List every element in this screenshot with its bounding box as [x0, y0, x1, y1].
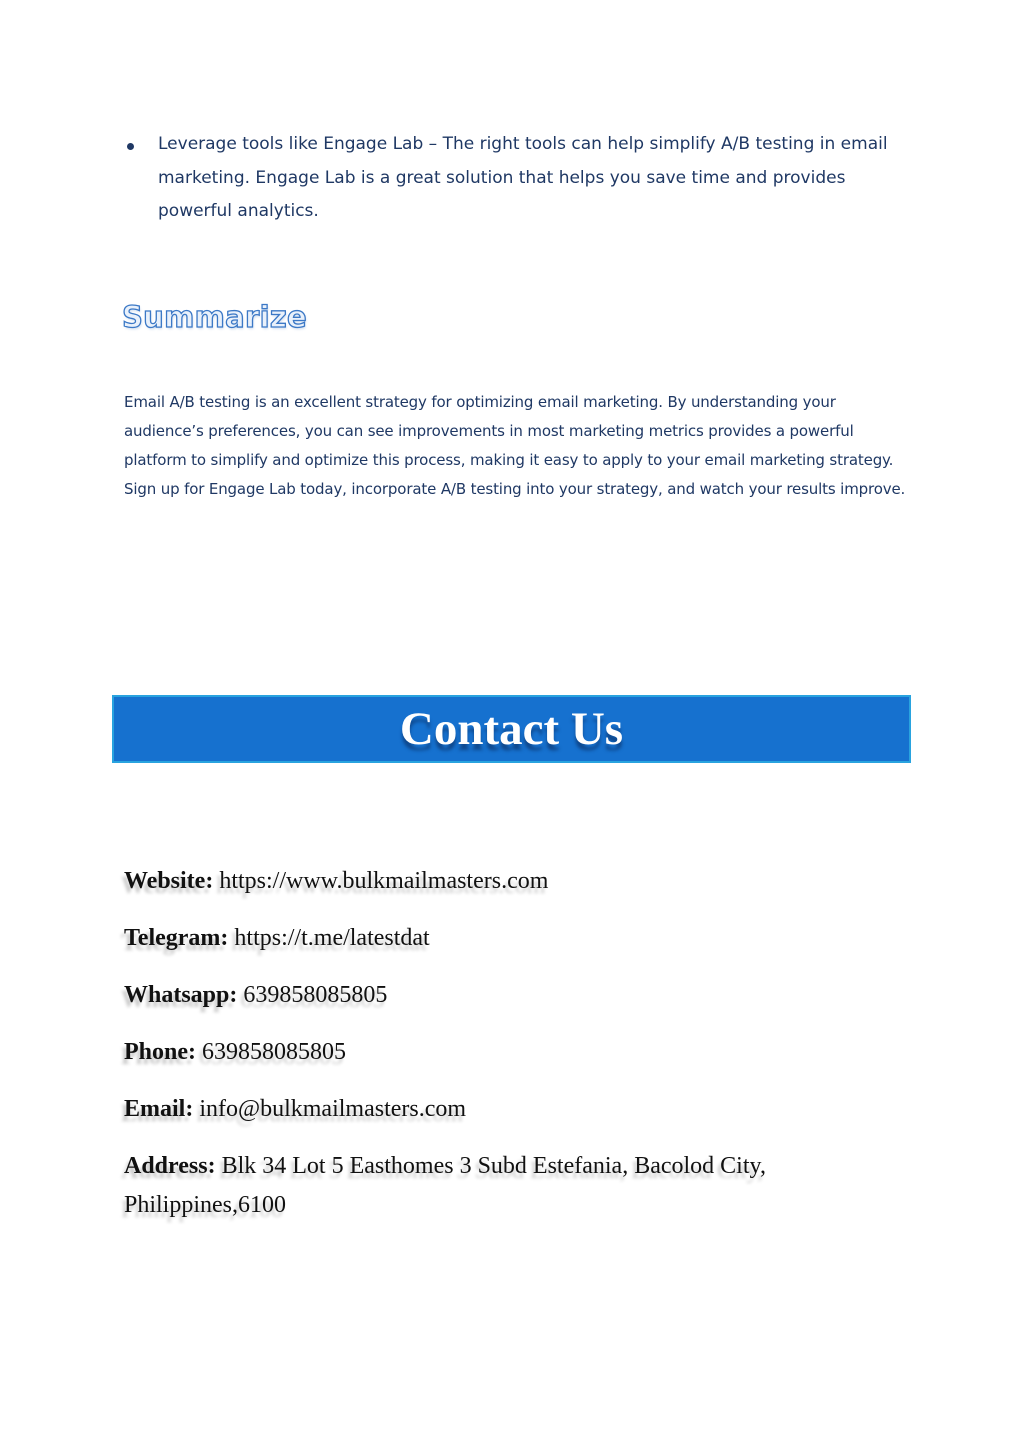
contact-address	[124, 1147, 884, 1225]
contact-address-value: Blk 34 Lot 5 Easthomes 3 Subd Estefania, Bacolod City, Philippines,6100	[124, 1153, 766, 1218]
contact-phone-value: 639858085805	[202, 1039, 346, 1065]
contact-email	[124, 1090, 884, 1129]
contact-website-label: Website:	[124, 868, 214, 894]
contact-title: Contact Us	[399, 703, 624, 755]
contact-whatsapp	[124, 976, 884, 1015]
contact-banner	[112, 695, 911, 763]
contact-phone-label: Phone:	[124, 1039, 196, 1065]
contact-email-link[interactable]: info@bulkmailmasters.com	[199, 1096, 467, 1122]
contact-whatsapp-label: Whatsapp:	[124, 982, 238, 1008]
contact-address-label: Address:	[124, 1153, 216, 1179]
contact-phone	[124, 1033, 884, 1072]
contact-website	[124, 862, 884, 901]
contact-whatsapp-value: 639858085805	[243, 982, 388, 1008]
contact-telegram-label: Telegram:	[124, 925, 229, 951]
contact-telegram-link[interactable]: https://t.me/latestdat	[234, 925, 430, 951]
contact-website-link[interactable]: https://www.bulkmailmasters.com	[219, 868, 549, 894]
summarize-heading: Summarize	[122, 300, 308, 334]
contact-list	[124, 862, 884, 1243]
contact-email-label: Email:	[124, 1096, 194, 1122]
bullet-list-item	[122, 128, 892, 229]
contact-telegram	[124, 919, 884, 958]
bullet-icon	[127, 143, 134, 150]
bullet-text: Leverage tools like Engage Lab – The right tools can help simplify A/B testing in email marketing. Engage Lab is a great solution that helps you save time and provides powerful analytics.	[158, 134, 888, 221]
summary-paragraph: Email A/B testing is an excellent strategy for optimizing email marketing. By understanding your audience’s preferences, you can see improvements in most marketing metrics provides a powerful platform to simplify and optimize this process, making it easy to apply to your email marketing strategy. Sign up for Engage Lab today, incorporate A/B testing into your strategy, and watch your results improve.	[124, 393, 906, 498]
